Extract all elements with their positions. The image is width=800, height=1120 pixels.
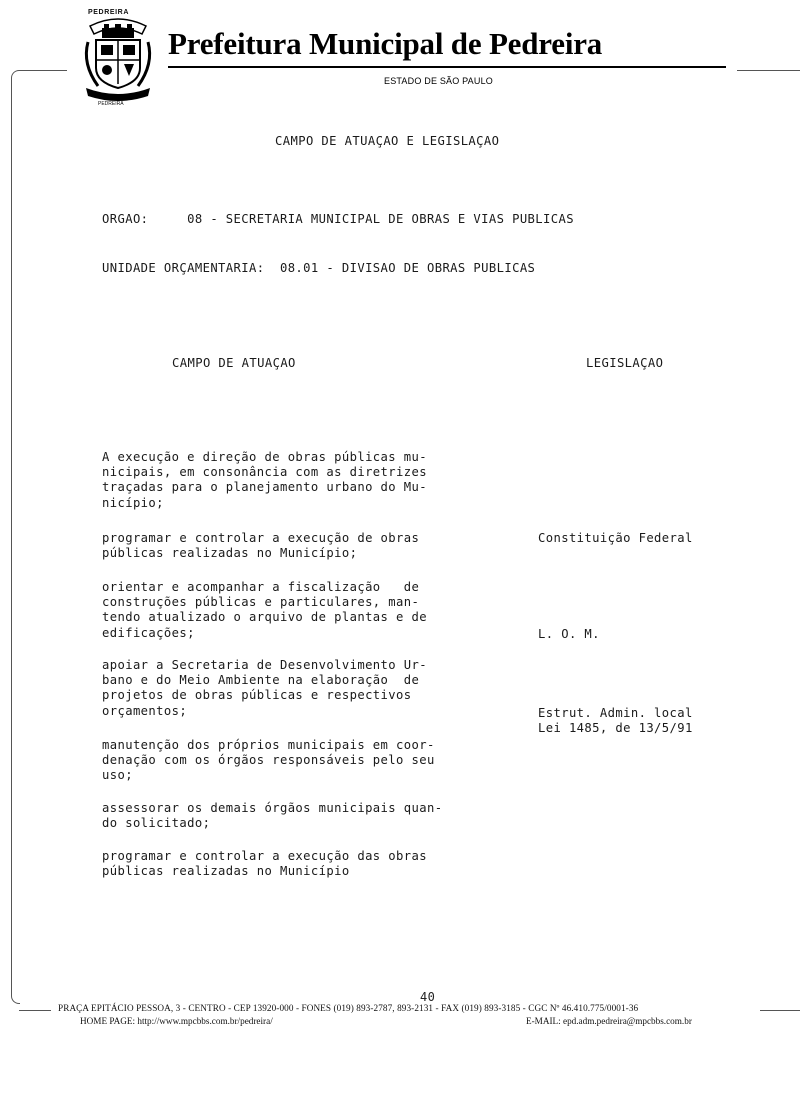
list-item: programar e controlar a execução das obras públicas realizadas no Município bbox=[102, 849, 427, 879]
list-item: programar e controlar a execução de obras públicas realizadas no Município; bbox=[102, 531, 420, 561]
orgao-line: ORGAO: 08 - SECRETARIA MUNICIPAL DE OBRAS E VIAS PUBLICAS bbox=[102, 212, 574, 226]
list-item: assessorar os demais órgãos municipais quan- do solicitado; bbox=[102, 801, 443, 831]
footer-email: E-MAIL: epd.adm.pedreira@mpcbbs.com.br bbox=[526, 1016, 692, 1026]
unidade-line: UNIDADE ORÇAMENTARIA: 08.01 - DIVISAO DE OBRAS PUBLICAS bbox=[102, 261, 536, 275]
list-item: manutenção dos próprios municipais em coor- denação com os órgãos responsáveis pelo seu uso; bbox=[102, 738, 435, 783]
column-header-legislacao: LEGISLAÇAO bbox=[586, 356, 664, 370]
legislation-item: L. O. M. bbox=[538, 627, 600, 641]
page-frame-top-left bbox=[19, 70, 67, 71]
footer-homepage: HOME PAGE: http://www.mpcbbs.com.br/pedreira/ bbox=[80, 1016, 273, 1026]
title-underline bbox=[168, 66, 726, 68]
list-item: orientar e acompanhar a fiscalização de construções públicas e particulares, man- tendo atualizado o arquivo de plantas e de edificações; bbox=[102, 580, 427, 640]
legislation-item: Constituição Federal bbox=[538, 531, 693, 545]
page-frame-bottom-left bbox=[19, 1010, 51, 1011]
state-label: ESTADO DE SÃO PAULO bbox=[384, 76, 493, 86]
column-header-campo: CAMPO DE ATUAÇAO bbox=[172, 356, 296, 370]
page-number: 40 bbox=[420, 990, 436, 1004]
document-heading: CAMPO DE ATUAÇAO E LEGISLAÇAO bbox=[275, 134, 500, 148]
page-frame-bottom-right bbox=[760, 1010, 800, 1011]
page-frame-top-right bbox=[737, 70, 800, 71]
crest-bottom-label: PEDREIRA bbox=[98, 101, 124, 107]
footer-address: PRAÇA EPITÁCIO PESSOA, 3 - CENTRO - CEP 13920-000 - FONES (019) 893-2787, 893-2131 - FAX (019) 893-3185 - CGC Nº 46.410.775/0001-36 bbox=[58, 1003, 639, 1013]
legislation-item: Estrut. Admin. local Lei 1485, de 13/5/91 bbox=[538, 706, 693, 736]
page-frame-left bbox=[11, 70, 20, 1004]
crest-top-label: PEDREIRA bbox=[88, 9, 129, 16]
page-title: Prefeitura Municipal de Pedreira bbox=[168, 26, 603, 61]
list-item: apoiar a Secretaria de Desenvolvimento Ur- bano e do Meio Ambiente na elaboração de projetos de obras públicas e respectivos orçamentos; bbox=[102, 658, 427, 718]
municipal-crest-icon bbox=[80, 12, 156, 102]
list-item: A execução e direção de obras públicas mu- nicipais, em consonância com as diretrizes traçadas para o planejamento urbano do Mu- nicípio; bbox=[102, 450, 427, 510]
